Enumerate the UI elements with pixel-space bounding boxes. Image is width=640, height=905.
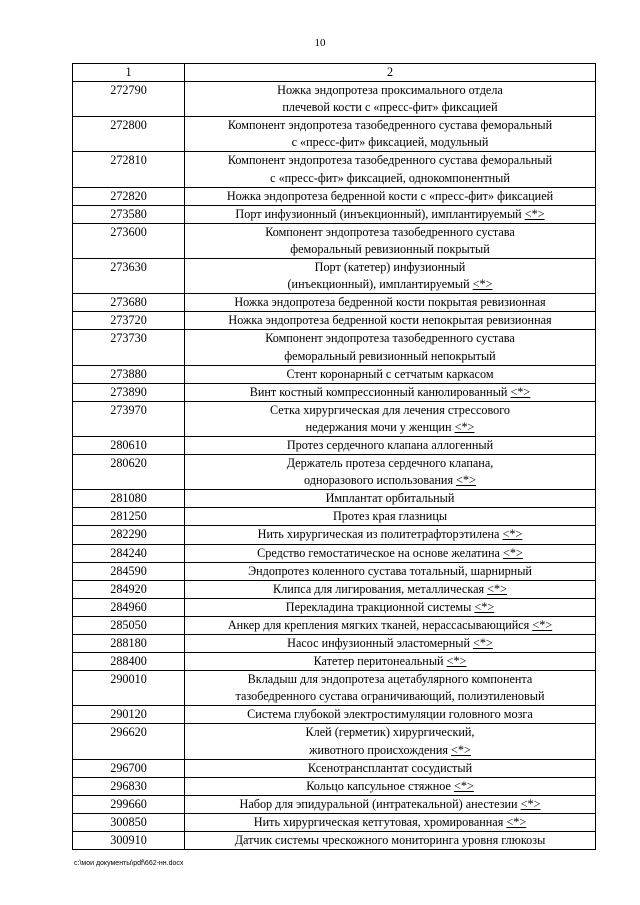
device-name-text: Система глубокой электростимуляции головного мозга	[247, 707, 533, 722]
device-name-cell	[185, 205, 596, 223]
device-name-cell	[185, 436, 596, 454]
device-name-cell	[185, 508, 596, 526]
table-row	[73, 724, 596, 759]
device-name-cell	[185, 544, 596, 562]
table-row	[73, 117, 596, 152]
table-row	[73, 330, 596, 365]
device-name-line	[187, 348, 593, 365]
device-name-text: (инъекционный), имплантируемый	[287, 277, 473, 292]
device-code-cell: 284960	[73, 598, 185, 616]
footnote-reference-link[interactable]: <*>	[454, 419, 475, 434]
footnote-reference-link[interactable]: <*>	[456, 473, 476, 488]
table-row	[73, 401, 596, 436]
device-name-cell	[185, 330, 596, 365]
device-name-text: животного происхождения	[309, 742, 452, 757]
footnote-reference-link[interactable]: <*>	[506, 814, 527, 829]
device-name-text: Сетка хирургическая для лечения стрессового	[269, 402, 511, 417]
device-name-line	[187, 688, 593, 705]
device-code-cell: 273600	[73, 223, 185, 258]
device-name-text: Стент коронарный с сетчатым каркасом	[286, 366, 494, 381]
device-name-text: Перекладина тракционной системы	[285, 599, 475, 614]
device-name-line	[187, 134, 593, 151]
device-name-text: Протез сердечного клапана аллогенный	[286, 437, 494, 452]
device-name-text: одноразового использования	[304, 473, 457, 488]
device-name-line	[187, 188, 593, 205]
device-name-line	[187, 366, 593, 383]
table-row	[73, 436, 596, 454]
table-row	[73, 82, 596, 117]
table-row	[73, 671, 596, 706]
device-code-cell: 296700	[73, 759, 185, 777]
table-row	[73, 294, 596, 312]
device-name-line	[187, 206, 593, 223]
device-name-text: Ксенотрансплантат сосудистый	[307, 760, 473, 775]
table-row	[73, 562, 596, 580]
device-name-cell	[185, 455, 596, 490]
footnote-reference-link[interactable]: <*>	[472, 277, 493, 292]
device-name-cell	[185, 671, 596, 706]
column-header-name: 2	[185, 64, 596, 82]
device-name-text: плечевой кости с «пресс-фит» фиксацией	[282, 100, 498, 115]
column-header-code: 1	[73, 64, 185, 82]
device-name-text: Винт костный компрессионный канюлированный	[249, 384, 511, 399]
device-code-cell: 272810	[73, 152, 185, 187]
device-code-cell: 300850	[73, 813, 185, 831]
device-code-cell: 284920	[73, 580, 185, 598]
device-name-text: с «пресс-фит» фиксацией, однокомпонентный	[270, 170, 510, 185]
device-name-line	[187, 99, 593, 116]
device-code-cell: 281080	[73, 490, 185, 508]
device-code-cell: 296830	[73, 777, 185, 795]
device-name-text: Имплантат орбитальный	[325, 491, 455, 506]
device-name-cell	[185, 706, 596, 724]
footnote-reference-link[interactable]: <*>	[446, 654, 467, 669]
footnote-reference-link[interactable]: <*>	[532, 617, 553, 632]
footnote-reference-link[interactable]: <*>	[474, 599, 495, 614]
device-name-cell	[185, 635, 596, 653]
medical-device-codes-table	[72, 63, 596, 850]
device-name-line	[187, 617, 593, 634]
device-name-line	[187, 653, 593, 670]
device-name-line	[187, 724, 593, 741]
device-code-cell: 290010	[73, 671, 185, 706]
device-code-cell: 273680	[73, 294, 185, 312]
device-code-cell: 284590	[73, 562, 185, 580]
device-name-cell	[185, 365, 596, 383]
device-name-line	[187, 402, 593, 419]
device-name-cell	[185, 777, 596, 795]
footnote-reference-link[interactable]: <*>	[451, 742, 471, 757]
device-name-text: Ножка эндопротеза проксимального отдела	[277, 83, 503, 98]
device-code-cell: 300910	[73, 832, 185, 850]
device-code-cell: 273890	[73, 383, 185, 401]
device-name-cell	[185, 616, 596, 634]
device-name-line	[187, 545, 593, 562]
device-name-line	[187, 581, 593, 598]
device-name-text: Клипса для лигирования, металлическая	[273, 581, 488, 596]
device-name-cell	[185, 383, 596, 401]
device-name-text: Протез края глазницы	[332, 509, 448, 524]
device-name-text: Ножка эндопротеза бедренной кости покрытая ревизионная	[234, 295, 546, 310]
table-row	[73, 759, 596, 777]
device-name-text: Компонент эндопротеза тазобедренного сустава феморальный	[227, 118, 553, 133]
table-row	[73, 777, 596, 795]
device-name-line	[187, 526, 593, 543]
device-name-text: Компонент эндопротеза тазобедренного сустава	[265, 224, 515, 239]
device-name-cell	[185, 598, 596, 616]
device-name-line	[187, 419, 593, 436]
footnote-reference-link[interactable]: <*>	[510, 384, 531, 399]
footnote-reference-link[interactable]: <*>	[487, 581, 507, 596]
device-name-text: Кольцо капсульное стяжное	[306, 778, 454, 793]
table-row	[73, 223, 596, 258]
device-code-cell: 288400	[73, 653, 185, 671]
device-name-cell	[185, 580, 596, 598]
device-name-line	[187, 742, 593, 759]
table-row	[73, 312, 596, 330]
table-body	[73, 82, 596, 850]
device-name-line	[187, 152, 593, 169]
device-name-cell	[185, 312, 596, 330]
device-name-line	[187, 330, 593, 347]
device-code-cell: 284240	[73, 544, 185, 562]
device-code-cell: 285050	[73, 616, 185, 634]
table-row	[73, 365, 596, 383]
device-name-cell	[185, 117, 596, 152]
device-name-line	[187, 508, 593, 525]
device-code-cell: 281250	[73, 508, 185, 526]
device-name-cell	[185, 813, 596, 831]
device-name-line	[187, 259, 593, 276]
device-name-cell	[185, 490, 596, 508]
table-row	[73, 490, 596, 508]
device-name-line	[187, 294, 593, 311]
device-name-line	[187, 455, 593, 472]
footnote-reference-link[interactable]: <*>	[473, 636, 493, 650]
footnote-reference-link[interactable]: <*>	[524, 206, 545, 221]
device-name-line	[187, 241, 593, 258]
device-name-cell	[185, 294, 596, 312]
device-name-text: с «пресс-фит» фиксацией, модульный	[291, 135, 489, 150]
device-code-cell: 280610	[73, 436, 185, 454]
device-name-text: Насос инфузионный эластомерный	[287, 636, 474, 650]
device-name-cell	[185, 187, 596, 205]
device-code-cell: 273720	[73, 312, 185, 330]
device-name-line	[187, 796, 593, 813]
device-name-text: Порт (катетер) инфузионный	[314, 260, 466, 275]
table-row	[73, 580, 596, 598]
table-row	[73, 526, 596, 544]
device-code-cell: 273630	[73, 259, 185, 294]
table-row	[73, 598, 596, 616]
device-name-cell	[185, 562, 596, 580]
device-name-cell	[185, 759, 596, 777]
device-name-text: тазобедренного сустава ограничивающий, полиэтиленовый	[235, 689, 545, 704]
device-name-line	[187, 778, 593, 795]
device-name-text: Катетер перитонеальный	[313, 654, 447, 669]
device-name-text: Клей (герметик) хирургический,	[305, 725, 475, 740]
device-name-line	[187, 437, 593, 454]
table-row	[73, 813, 596, 831]
device-name-line	[187, 599, 593, 616]
device-name-line	[187, 563, 593, 580]
device-name-text: Вкладыш для эндопротеза ацетабулярного компонента	[247, 672, 533, 687]
device-name-text: Порт инфузионный (инъекционный), имплантируемый	[235, 206, 525, 221]
device-name-line	[187, 276, 593, 293]
device-name-cell	[185, 152, 596, 187]
table-row	[73, 653, 596, 671]
table-row	[73, 616, 596, 634]
table-row	[73, 455, 596, 490]
device-code-cell: 273880	[73, 365, 185, 383]
device-code-cell: 299660	[73, 795, 185, 813]
footnote-reference-link[interactable]: <*>	[502, 527, 523, 542]
device-name-text: Компонент эндопротеза тазобедренного сустава	[265, 331, 515, 346]
device-name-cell	[185, 223, 596, 258]
device-code-cell: 272820	[73, 187, 185, 205]
table-row	[73, 152, 596, 187]
table-row	[73, 832, 596, 850]
table-row	[73, 383, 596, 401]
device-code-cell: 296620	[73, 724, 185, 759]
device-name-line	[187, 312, 593, 329]
device-name-line	[187, 671, 593, 688]
table-row	[73, 187, 596, 205]
device-name-text: недержания мочи у женщин	[305, 419, 455, 434]
device-name-line	[187, 224, 593, 241]
device-name-text: Компонент эндопротеза тазобедренного сустава феморальный	[227, 153, 553, 168]
device-name-line	[187, 832, 593, 849]
device-code-cell: 282290	[73, 526, 185, 544]
device-name-line	[187, 760, 593, 777]
table-header-row	[73, 64, 596, 82]
device-name-cell	[185, 832, 596, 850]
table-row	[73, 259, 596, 294]
footnote-reference-link[interactable]: <*>	[520, 796, 541, 811]
table-row	[73, 706, 596, 724]
table-row	[73, 635, 596, 653]
device-name-text: Нить хирургическая кетгутовая, хромированная	[253, 814, 507, 829]
device-name-text: феморальный ревизионный покрытый	[290, 241, 490, 256]
device-name-line	[187, 384, 593, 401]
device-code-cell: 280620	[73, 455, 185, 490]
device-name-cell	[185, 259, 596, 294]
device-code-cell: 273730	[73, 330, 185, 365]
device-name-line	[187, 117, 593, 134]
device-name-line	[187, 490, 593, 507]
device-name-text: Датчик системы чрескожного мониторинга уровня глюкозы	[234, 833, 546, 848]
device-name-text: Нить хирургическая из политетрафторэтилена	[257, 527, 503, 542]
device-name-text: Набор для эпидуральной (интратекальной) анестезии	[239, 796, 521, 811]
table-row	[73, 795, 596, 813]
device-name-cell	[185, 795, 596, 813]
device-name-line	[187, 635, 593, 652]
device-name-cell	[185, 82, 596, 117]
footnote-reference-link[interactable]: <*>	[503, 545, 523, 560]
device-name-line	[187, 170, 593, 187]
device-code-cell: 273970	[73, 401, 185, 436]
device-name-text: Ножка эндопротеза бедренной кости с «пресс-фит» фиксацией	[226, 188, 554, 203]
table-row	[73, 544, 596, 562]
device-code-cell: 288180	[73, 635, 185, 653]
device-name-cell	[185, 526, 596, 544]
device-name-text: Ножка эндопротеза бедренной кости непокрытая ревизионная	[228, 313, 552, 328]
table-row	[73, 205, 596, 223]
device-name-text: Держатель протеза сердечного клапана,	[286, 456, 494, 471]
device-code-cell: 273580	[73, 205, 185, 223]
device-name-cell	[185, 401, 596, 436]
device-name-text: феморальный ревизионный непокрытый	[284, 348, 496, 363]
footnote-reference-link[interactable]: <*>	[453, 778, 474, 793]
device-name-line	[187, 706, 593, 723]
device-name-line	[187, 814, 593, 831]
device-name-cell	[185, 724, 596, 759]
device-name-cell	[185, 653, 596, 671]
device-code-cell: 272790	[73, 82, 185, 117]
file-path-footer: c:\мои документы\pdf\662-нн.docx	[74, 860, 184, 867]
device-name-text: Анкер для крепления мягких тканей, нерассасывающийся	[227, 617, 533, 632]
device-code-cell: 290120	[73, 706, 185, 724]
table-row	[73, 508, 596, 526]
device-name-text: Эндопротез коленного сустава тотальный, шарнирный	[248, 563, 532, 578]
device-code-cell: 272800	[73, 117, 185, 152]
device-name-text: Средство гемостатическое на основе желатина	[257, 545, 504, 560]
device-name-line	[187, 472, 593, 489]
page-number: 10	[314, 37, 326, 49]
device-name-line	[187, 82, 593, 99]
